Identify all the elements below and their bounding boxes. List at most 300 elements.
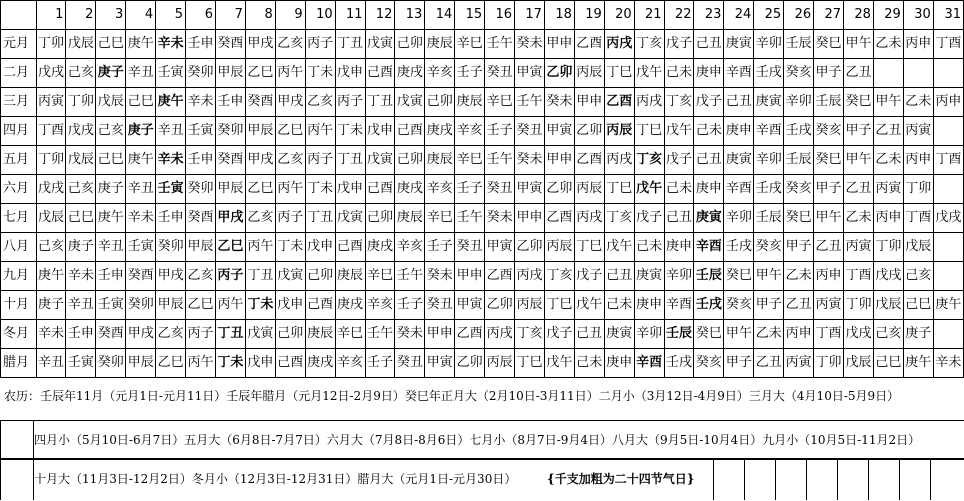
ganzhi-cell: 乙丑	[844, 59, 874, 88]
ganzhi-cell: 乙卯	[485, 291, 515, 320]
ganzhi-cell: 辛巳	[485, 88, 515, 117]
ganzhi-cell: 壬辰	[784, 30, 814, 59]
ganzhi-cell: 丙辰	[485, 349, 515, 378]
ganzhi-cell: 甲子	[844, 117, 874, 146]
ganzhi-cell: 戊戌	[66, 117, 96, 146]
ganzhi-cell: 辛巳	[455, 146, 485, 175]
ganzhi-cell	[933, 233, 963, 262]
ganzhi-cell: 甲寅	[515, 175, 545, 204]
ganzhi-cell: 丁酉	[844, 262, 874, 291]
day-number: 12	[365, 1, 395, 30]
ganzhi-cell: 甲寅	[425, 349, 455, 378]
ganzhi-cell: 辛卯	[754, 146, 784, 175]
ganzhi-cell: 辛丑	[126, 59, 156, 88]
ganzhi-cell: 壬午	[485, 146, 515, 175]
ganzhi-cell: 丙申	[903, 146, 933, 175]
ganzhi-cell: 丙寅	[36, 88, 66, 117]
ganzhi-cell: 丙子	[275, 204, 305, 233]
ganzhi-cell: 乙未	[754, 320, 784, 349]
ganzhi-cell: 壬辰	[754, 204, 784, 233]
ganzhi-cell: 乙丑	[784, 291, 814, 320]
ganzhi-cell: 辛亥	[365, 291, 395, 320]
ganzhi-cell: 壬辰	[784, 146, 814, 175]
ganzhi-cell: 癸丑	[395, 349, 425, 378]
month-label: 七月	[1, 204, 37, 233]
ganzhi-cell: 丙寅	[784, 349, 814, 378]
header-row	[1, 1, 964, 30]
ganzhi-cell: 乙未	[903, 88, 933, 117]
ganzhi-cell: 庚午	[126, 30, 156, 59]
table-row	[1, 291, 964, 320]
solar-term-cell: 庚子	[96, 59, 126, 88]
ganzhi-cell: 己巳	[66, 204, 96, 233]
ganzhi-cell: 戊子	[694, 88, 724, 117]
ganzhi-cell: 癸丑	[425, 291, 455, 320]
ganzhi-cell: 丁未	[305, 59, 335, 88]
table-row	[1, 175, 964, 204]
ganzhi-cell: 庚寅	[604, 320, 634, 349]
ganzhi-cell: 乙酉	[455, 320, 485, 349]
ganzhi-cell: 乙巳	[186, 291, 216, 320]
ganzhi-cell: 癸酉	[96, 320, 126, 349]
ganzhi-cell: 甲午	[814, 204, 844, 233]
ganzhi-cell: 戊午	[634, 59, 664, 88]
ganzhi-cell: 庚戌	[305, 349, 335, 378]
ganzhi-cell: 戊午	[544, 349, 574, 378]
ganzhi-cell: 丙午	[275, 59, 305, 88]
ganzhi-cell: 辛亥	[335, 349, 365, 378]
ganzhi-cell: 丙申	[903, 30, 933, 59]
month-label: 三月	[1, 88, 37, 117]
ganzhi-cell: 戊午	[604, 233, 634, 262]
ganzhi-cell: 庚申	[604, 349, 634, 378]
ganzhi-cell: 辛未	[36, 320, 66, 349]
ganzhi-cell: 丁巳	[544, 291, 574, 320]
ganzhi-cell: 乙巳	[156, 349, 186, 378]
ganzhi-cell: 丁酉	[903, 204, 933, 233]
ganzhi-cell: 丁巳	[574, 233, 604, 262]
ganzhi-cell: 戊戌	[36, 175, 66, 204]
corner-cell	[1, 1, 37, 30]
ganzhi-cell: 丁巳	[515, 349, 545, 378]
ganzhi-cell: 戊戌	[844, 320, 874, 349]
ganzhi-cell: 庚戌	[395, 59, 425, 88]
solar-term-cell: 戊午	[634, 175, 664, 204]
ganzhi-cell: 甲午	[754, 262, 784, 291]
ganzhi-cell: 戊戌	[873, 262, 903, 291]
ganzhi-cell: 甲申	[515, 204, 545, 233]
ganzhi-cell: 庚子	[66, 233, 96, 262]
ganzhi-cell: 戊寅	[395, 88, 425, 117]
ganzhi-cell: 乙卯	[455, 349, 485, 378]
ganzhi-cell: 庚戌	[395, 175, 425, 204]
ganzhi-cell: 壬戌	[724, 233, 754, 262]
ganzhi-cell	[903, 59, 933, 88]
ganzhi-cell: 丙辰	[574, 59, 604, 88]
ganzhi-cell: 戊辰	[66, 146, 96, 175]
ganzhi-cell: 丁丑	[245, 262, 275, 291]
ganzhi-cell: 庚寅	[754, 88, 784, 117]
solar-term-cell: 壬戌	[694, 291, 724, 320]
ganzhi-cell: 庚午	[36, 262, 66, 291]
ganzhi-cell: 庚辰	[455, 88, 485, 117]
ganzhi-cell: 丁酉	[36, 117, 66, 146]
solar-term-cell: 辛未	[156, 30, 186, 59]
day-number: 20	[604, 1, 634, 30]
ganzhi-cell: 乙未	[784, 262, 814, 291]
ganzhi-cell: 癸亥	[694, 349, 724, 378]
empty-cell	[930, 458, 962, 500]
ganzhi-cell: 庚寅	[724, 146, 754, 175]
solar-term-cell: 丁未	[215, 349, 245, 378]
ganzhi-cell: 庚戌	[365, 233, 395, 262]
ganzhi-cell: 丁巳	[604, 175, 634, 204]
ganzhi-cell: 戊寅	[335, 204, 365, 233]
ganzhi-cell: 壬子	[365, 349, 395, 378]
ganzhi-cell: 壬申	[66, 320, 96, 349]
ganzhi-cell: 己未	[694, 117, 724, 146]
ganzhi-cell: 癸亥	[754, 233, 784, 262]
ganzhi-cell: 己未	[604, 291, 634, 320]
day-number: 16	[485, 1, 515, 30]
ganzhi-cell: 甲申	[544, 30, 574, 59]
ganzhi-cell: 癸未	[544, 88, 574, 117]
ganzhi-cell: 丙午	[186, 349, 216, 378]
ganzhi-cell: 丁卯	[844, 291, 874, 320]
ganzhi-cell: 己亥	[873, 320, 903, 349]
ganzhi-cell: 庚申	[724, 117, 754, 146]
ganzhi-cell: 丙子	[305, 146, 335, 175]
day-number: 21	[634, 1, 664, 30]
solar-term-cell: 辛未	[156, 146, 186, 175]
ganzhi-cell: 癸巳	[784, 204, 814, 233]
ganzhi-cell: 乙酉	[574, 30, 604, 59]
ganzhi-cell: 戊辰	[66, 30, 96, 59]
ganzhi-cell: 乙卯	[574, 117, 604, 146]
ganzhi-cell: 壬午	[485, 30, 515, 59]
ganzhi-cell: 丁巳	[604, 59, 634, 88]
ganzhi-cell: 庚午	[903, 349, 933, 378]
table-row	[1, 59, 964, 88]
ganzhi-cell: 丙辰	[544, 233, 574, 262]
day-number: 8	[245, 1, 275, 30]
ganzhi-cell: 戊申	[335, 59, 365, 88]
ganzhi-cell: 辛卯	[724, 204, 754, 233]
ganzhi-cell: 甲寅	[515, 59, 545, 88]
ganzhi-cell: 乙未	[873, 146, 903, 175]
ganzhi-cell: 壬申	[186, 146, 216, 175]
ganzhi-cell: 戊申	[305, 233, 335, 262]
ganzhi-cell: 己巳	[96, 30, 126, 59]
ganzhi-cell: 癸酉	[245, 88, 275, 117]
ganzhi-cell: 癸卯	[215, 117, 245, 146]
month-label: 五月	[1, 146, 37, 175]
ganzhi-cell: 乙未	[873, 30, 903, 59]
ganzhi-cell: 癸巳	[814, 146, 844, 175]
ganzhi-cell: 辛丑	[96, 233, 126, 262]
ganzhi-cell: 甲子	[754, 291, 784, 320]
day-number: 10	[305, 1, 335, 30]
ganzhi-cell: 丁酉	[814, 320, 844, 349]
ganzhi-cell: 壬午	[395, 262, 425, 291]
ganzhi-cell: 壬戌	[754, 175, 784, 204]
ganzhi-cell: 癸卯	[156, 233, 186, 262]
table-row	[1, 117, 964, 146]
ganzhi-cell: 丙辰	[574, 175, 604, 204]
ganzhi-cell: 甲辰	[215, 59, 245, 88]
ganzhi-cell: 丙寅	[873, 175, 903, 204]
ganzhi-cell: 癸丑	[485, 59, 515, 88]
ganzhi-cell: 甲辰	[245, 117, 275, 146]
ganzhi-cell: 壬子	[485, 117, 515, 146]
ganzhi-cell: 癸巳	[724, 262, 754, 291]
ganzhi-cell: 丁未	[275, 233, 305, 262]
table-row	[1, 233, 964, 262]
month-label: 六月	[1, 175, 37, 204]
month-label: 十月	[1, 291, 37, 320]
ganzhi-cell: 辛丑	[66, 291, 96, 320]
day-number: 22	[664, 1, 694, 30]
ganzhi-cell	[933, 59, 963, 88]
ganzhi-cell: 壬午	[455, 204, 485, 233]
ganzhi-cell: 甲申	[455, 262, 485, 291]
ganzhi-cell: 戊寅	[365, 30, 395, 59]
day-number: 26	[784, 1, 814, 30]
ganzhi-cell: 己未	[664, 59, 694, 88]
ganzhi-cell: 己巳	[126, 88, 156, 117]
ganzhi-cell: 辛丑	[126, 175, 156, 204]
day-number: 15	[455, 1, 485, 30]
ganzhi-cell: 庚戌	[335, 291, 365, 320]
ganzhi-cell: 甲午	[724, 320, 754, 349]
ganzhi-cell: 甲午	[873, 88, 903, 117]
ganzhi-cell: 丙申	[933, 88, 963, 117]
ganzhi-cell: 甲戌	[275, 88, 305, 117]
solar-term-cell: 乙酉	[604, 88, 634, 117]
ganzhi-cell: 丁亥	[634, 30, 664, 59]
ganzhi-cell: 己未	[664, 175, 694, 204]
table-row	[1, 349, 964, 378]
ganzhi-cell: 壬申	[215, 88, 245, 117]
ganzhi-cell: 壬子	[455, 59, 485, 88]
ganzhi-cell: 戊子	[664, 30, 694, 59]
day-number: 3	[96, 1, 126, 30]
solar-term-legend: {千支加粗为二十四节气日}	[547, 472, 695, 486]
ganzhi-cell: 癸亥	[784, 59, 814, 88]
ganzhi-cell: 辛丑	[156, 117, 186, 146]
ganzhi-cell: 丙寅	[844, 233, 874, 262]
ganzhi-cell: 辛卯	[634, 320, 664, 349]
ganzhi-cell: 庚子	[96, 175, 126, 204]
empty-cell	[744, 458, 776, 500]
solar-term-cell: 甲戌	[215, 204, 245, 233]
ganzhi-cell: 癸卯	[186, 59, 216, 88]
ganzhi-cell: 甲辰	[186, 233, 216, 262]
ganzhi-cell: 戊寅	[365, 146, 395, 175]
ganzhi-cell: 乙卯	[515, 233, 545, 262]
ganzhi-cell: 癸未	[425, 262, 455, 291]
day-number: 25	[754, 1, 784, 30]
month-label: 冬月	[1, 320, 37, 349]
solar-term-cell: 乙卯	[544, 59, 574, 88]
ganzhi-cell: 癸亥	[724, 291, 754, 320]
day-number: 7	[215, 1, 245, 30]
ganzhi-cell: 辛巳	[455, 30, 485, 59]
ganzhi-cell: 甲辰	[215, 175, 245, 204]
ganzhi-cell: 乙丑	[814, 233, 844, 262]
ganzhi-cell: 癸巳	[844, 88, 874, 117]
ganzhi-cell: 甲戌	[126, 320, 156, 349]
lunar-note-line-2: 四月小（5月10日-6月7日）五月大（6月8日-7月7日）六月大（7月8日-8月6日）七月小（8月7日-9月4日）八月大（9月5日-10月4日）九月小（10月5日-11月2日）	[34, 433, 921, 447]
ganzhi-cell: 辛酉	[724, 175, 754, 204]
ganzhi-cell: 戊戌	[933, 204, 963, 233]
solar-term-cell: 辛酉	[634, 349, 664, 378]
ganzhi-cell: 己丑	[604, 262, 634, 291]
ganzhi-cell: 甲子	[814, 175, 844, 204]
ganzhi-cell: 乙酉	[485, 262, 515, 291]
ganzhi-cell: 丙戌	[574, 204, 604, 233]
table-row	[1, 30, 964, 59]
ganzhi-cell: 壬戌	[784, 117, 814, 146]
ganzhi-cell: 甲子	[814, 59, 844, 88]
ganzhi-cell: 丙戌	[485, 320, 515, 349]
ganzhi-cell	[933, 262, 963, 291]
ganzhi-cell: 甲戌	[245, 30, 275, 59]
ganzhi-cell: 丁亥	[604, 204, 634, 233]
day-number: 31	[933, 1, 963, 30]
ganzhi-cell: 丙寅	[814, 291, 844, 320]
ganzhi-cell: 乙亥	[156, 320, 186, 349]
month-label: 九月	[1, 262, 37, 291]
day-number: 9	[275, 1, 305, 30]
ganzhi-cell: 壬午	[515, 88, 545, 117]
ganzhi-cell: 庚午	[126, 146, 156, 175]
ganzhi-cell: 癸丑	[455, 233, 485, 262]
ganzhi-cell: 壬申	[186, 30, 216, 59]
ganzhi-cell: 癸卯	[96, 349, 126, 378]
ganzhi-cell: 己亥	[36, 233, 66, 262]
day-number: 28	[844, 1, 874, 30]
ganzhi-cell: 戊辰	[36, 204, 66, 233]
ganzhi-cell: 甲寅	[544, 117, 574, 146]
table-row	[1, 320, 964, 349]
ganzhi-cell: 庚辰	[305, 320, 335, 349]
ganzhi-cell: 己卯	[275, 320, 305, 349]
ganzhi-cell: 辛巳	[425, 204, 455, 233]
ganzhi-cell: 癸亥	[814, 117, 844, 146]
day-number: 23	[694, 1, 724, 30]
ganzhi-cell: 乙亥	[245, 204, 275, 233]
ganzhi-cell: 丙子	[335, 88, 365, 117]
solar-term-cell: 壬寅	[156, 175, 186, 204]
ganzhi-cell: 壬寅	[126, 233, 156, 262]
ganzhi-cell: 辛亥	[425, 59, 455, 88]
solar-term-cell: 乙巳	[215, 233, 245, 262]
ganzhi-cell: 丁卯	[814, 349, 844, 378]
month-label: 二月	[1, 59, 37, 88]
day-number: 29	[873, 1, 903, 30]
table-row	[1, 146, 964, 175]
ganzhi-cell: 丁亥	[664, 88, 694, 117]
ganzhi-cell: 辛酉	[664, 291, 694, 320]
day-number: 17	[515, 1, 545, 30]
ganzhi-cell: 己亥	[66, 175, 96, 204]
ganzhi-cell: 庚辰	[425, 146, 455, 175]
solar-term-cell: 庚午	[156, 88, 186, 117]
ganzhi-cell: 辛巳	[335, 320, 365, 349]
ganzhi-cell: 癸卯	[126, 291, 156, 320]
ganzhi-cell: 己未	[574, 349, 604, 378]
ganzhi-cell: 丁酉	[933, 146, 963, 175]
ganzhi-cell: 辛卯	[754, 30, 784, 59]
ganzhi-cell: 甲申	[544, 146, 574, 175]
ganzhi-cell: 癸酉	[126, 262, 156, 291]
ganzhi-cell: 己丑	[724, 88, 754, 117]
ganzhi-cell: 辛未	[186, 88, 216, 117]
ganzhi-cell: 乙亥	[186, 262, 216, 291]
ganzhi-cell: 丁丑	[335, 146, 365, 175]
ganzhi-cell: 丙午	[275, 175, 305, 204]
ganzhi-cell: 己丑	[574, 320, 604, 349]
day-number: 2	[66, 1, 96, 30]
ganzhi-cell: 庚辰	[425, 30, 455, 59]
month-label: 八月	[1, 233, 37, 262]
ganzhi-cell	[873, 59, 903, 88]
ganzhi-cell: 辛亥	[455, 117, 485, 146]
ganzhi-cell: 己巳	[96, 146, 126, 175]
ganzhi-cell: 丙午	[305, 117, 335, 146]
ganzhi-cell: 壬寅	[96, 291, 126, 320]
solar-term-cell: 壬辰	[694, 262, 724, 291]
ganzhi-cell: 乙亥	[275, 30, 305, 59]
ganzhi-cell: 丙午	[245, 233, 275, 262]
ganzhi-cell: 己丑	[664, 204, 694, 233]
ganzhi-cell: 壬戌	[754, 59, 784, 88]
month-label: 四月	[1, 117, 37, 146]
ganzhi-cell: 乙丑	[754, 349, 784, 378]
ganzhi-cell: 癸未	[515, 146, 545, 175]
solar-term-cell: 丁未	[245, 291, 275, 320]
ganzhi-cell: 乙丑	[873, 117, 903, 146]
month-label: 腊月	[1, 349, 37, 378]
ganzhi-cell: 己亥	[903, 262, 933, 291]
ganzhi-cell: 戊辰	[873, 291, 903, 320]
ganzhi-cell: 戊戌	[36, 59, 66, 88]
day-number: 30	[903, 1, 933, 30]
ganzhi-cell: 丁卯	[66, 88, 96, 117]
ganzhi-cell: 己亥	[66, 59, 96, 88]
ganzhi-cell: 甲辰	[126, 349, 156, 378]
ganzhi-cell: 丙子	[186, 320, 216, 349]
table-row	[1, 204, 964, 233]
ganzhi-cell: 己卯	[395, 30, 425, 59]
ganzhi-cell: 己未	[634, 233, 664, 262]
ganzhi-cell: 丙子	[305, 30, 335, 59]
empty-cell	[837, 458, 869, 500]
ganzhi-cell: 壬申	[96, 262, 126, 291]
ganzhi-cell: 丁亥	[544, 262, 574, 291]
ganzhi-cell	[933, 117, 963, 146]
ganzhi-cell: 己酉	[305, 291, 335, 320]
ganzhi-cell: 庚寅	[634, 262, 664, 291]
ganzhi-cell: 乙未	[844, 204, 874, 233]
ganzhi-cell: 丙戌	[604, 146, 634, 175]
ganzhi-cell: 癸酉	[215, 30, 245, 59]
empty-cell	[713, 458, 745, 500]
table-row	[1, 88, 964, 117]
ganzhi-cell: 辛卯	[664, 262, 694, 291]
ganzhi-cell: 丙寅	[903, 117, 933, 146]
